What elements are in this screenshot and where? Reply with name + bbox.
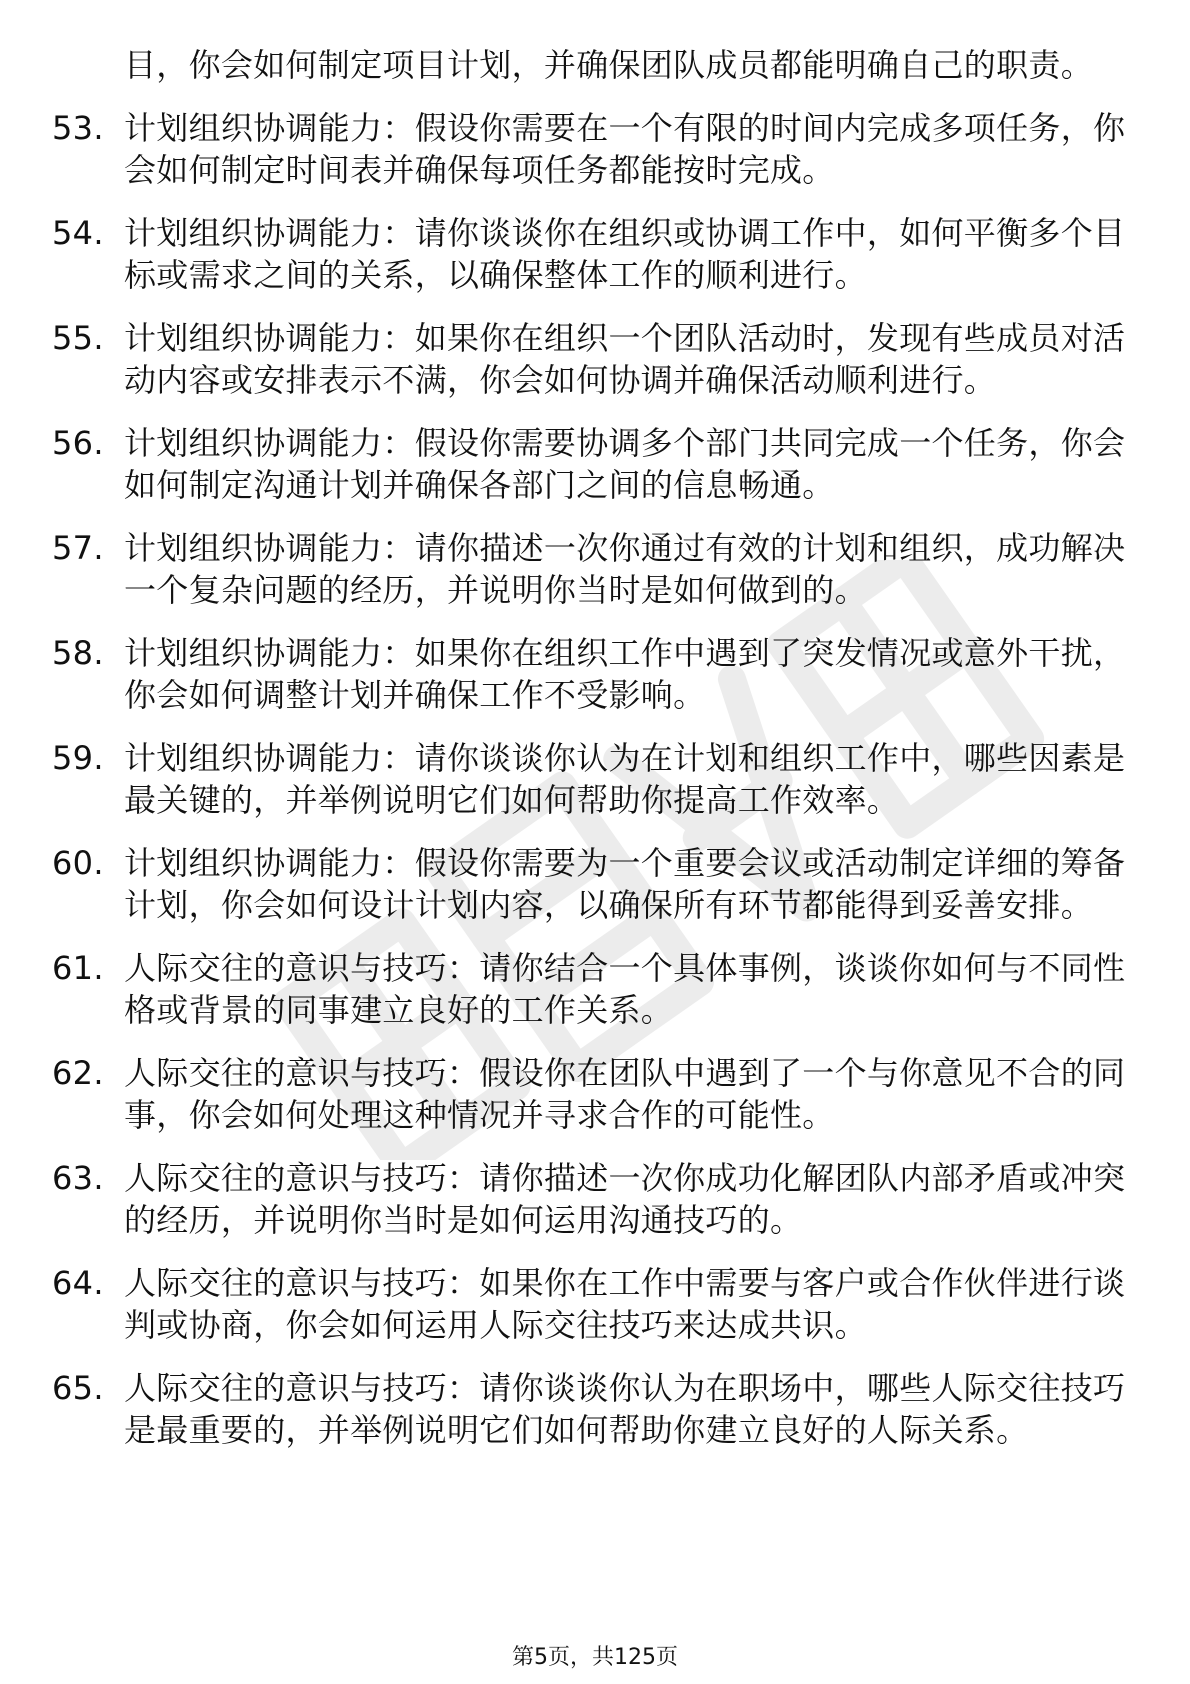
question-number: 62. [52,1054,104,1092]
question-number: 57. [52,529,104,567]
question-item [52,632,1127,716]
question-item [52,212,1127,296]
question-text: 计划组织协调能力：如果你在组织工作中遇到了突发情况或意外干扰，你会如何调整计划并确保工作不受影响。 [124,634,1126,714]
question-item [52,947,1127,1031]
question-item [52,1052,1127,1136]
question-text: 计划组织协调能力：假设你需要在一个有限的时间内完成多项任务，你会如何制定时间表并确保每项任务都能按时完成。 [124,109,1126,189]
question-item [52,1262,1127,1346]
question-item [52,317,1127,401]
question-item [52,422,1127,506]
continuation-text: 目，你会如何制定项目计划，并确保团队成员都能明确自己的职责。 [124,46,1094,84]
question-text: 计划组织协调能力：请你谈谈你在组织或协调工作中，如何平衡多个目标或需求之间的关系，以确保整体工作的顺利进行。 [124,214,1126,294]
question-item [52,737,1127,821]
question-list [52,44,1127,1472]
question-number: 64. [52,1264,104,1302]
question-number: 65. [52,1369,104,1407]
question-number: 53. [52,109,104,147]
question-text: 人际交往的意识与技巧：请你描述一次你成功化解团队内部矛盾或冲突的经历，并说明你当时是如何运用沟通技巧的。 [124,1159,1126,1239]
question-text: 人际交往的意识与技巧：如果你在工作中需要与客户或合作伙伴进行谈判或协商，你会如何运用人际交往技巧来达成共识。 [124,1264,1126,1344]
question-number: 55. [52,319,104,357]
question-number: 54. [52,214,104,252]
question-text: 人际交往的意识与技巧：假设你在团队中遇到了一个与你意见不合的同事，你会如何处理这种情况并寻求合作的可能性。 [124,1054,1126,1134]
question-text: 计划组织协调能力：假设你需要为一个重要会议或活动制定详细的筹备计划，你会如何设计计划内容，以确保所有环节都能得到妥善安排。 [124,844,1126,924]
question-number: 61. [52,949,104,987]
question-text: 计划组织协调能力：假设你需要协调多个部门共同完成一个任务，你会如何制定沟通计划并确保各部门之间的信息畅通。 [124,424,1126,504]
question-item [52,527,1127,611]
question-number: 56. [52,424,104,462]
question-item [52,1367,1127,1451]
page-number-label: 第5页，共125页 [512,1645,678,1670]
page-footer [0,1644,1190,1672]
question-text: 计划组织协调能力：请你谈谈你认为在计划和组织工作中，哪些因素是最关键的，并举例说明它们如何帮助你提高工作效率。 [124,739,1126,819]
question-item [52,107,1127,191]
question-number: 60. [52,844,104,882]
question-text: 计划组织协调能力：如果你在组织一个团队活动时，发现有些成员对活动内容或安排表示不满，你会如何协调并确保活动顺利进行。 [124,319,1126,399]
question-text: 人际交往的意识与技巧：请你谈谈你认为在职场中，哪些人际交往技巧是最重要的，并举例说明它们如何帮助你建立良好的人际关系。 [124,1369,1126,1449]
question-text: 人际交往的意识与技巧：请你结合一个具体事例，谈谈你如何与不同性格或背景的同事建立良好的工作关系。 [124,949,1126,1029]
question-item [52,842,1127,926]
question-number: 59. [52,739,104,777]
question-text: 计划组织协调能力：请你描述一次你通过有效的计划和组织，成功解决一个复杂问题的经历，并说明你当时是如何做到的。 [124,529,1126,609]
question-number: 63. [52,1159,104,1197]
question-number: 58. [52,634,104,672]
question-item [52,1157,1127,1241]
